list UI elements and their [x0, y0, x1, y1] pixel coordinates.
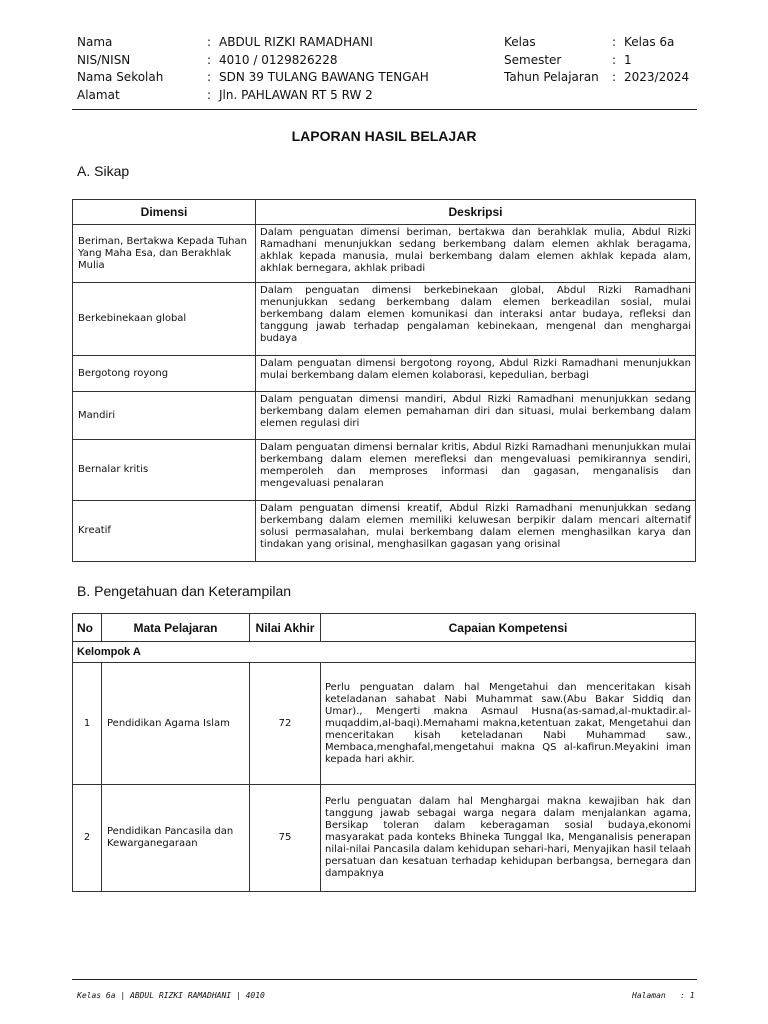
table-row — [73, 392, 696, 440]
info-row-semester — [504, 52, 689, 70]
competency-cell: Perlu penguatan dalam hal Menghargai makna kewajiban hak dan tanggung jawab sebagai warga negara dalam menjalankan agama, Bersikap toleran dalam keberagaman sosial budaya,ekonomi masyarakat pada konteks Bhineka Tunggal Ika, Menganalisis penerapan nilai-nilai Pancasila dalam kehidupan sehari-hari, Menyajikan hasil telaah persatuan dan kesatuan terhadap kehidupan berbangsa, bernegara dan dampaknya — [321, 785, 696, 892]
table-row — [73, 225, 696, 283]
info-row-school — [77, 69, 429, 87]
info-label: Alamat — [77, 87, 120, 102]
info-separator: : — [207, 87, 212, 102]
page-number: Halaman : 1 — [632, 991, 695, 1000]
address: Jln. PAHLAWAN RT 5 RW 2 — [219, 87, 373, 102]
description-cell: Dalam penguatan dimensi beriman, bertakwa dan berahklak mulia, Abdul Rizki Ramadhani menunjukkan sedang berkembang dalam elemen akhlak beragama, akhlak kepada manusia, mulai berkembang dalam elemen akhlak kepada alam, akhlak bernegara, akhlak pribadi — [256, 225, 696, 283]
info-separator: : — [207, 52, 212, 67]
table-row — [73, 440, 696, 501]
report-title: LAPORAN HASIL BELAJAR — [291, 128, 477, 144]
dimension-cell: Beriman, Bertakwa Kepada Tuhan Yang Maha Esa, dan Berakhlak Mulia — [73, 225, 256, 283]
table-row — [73, 283, 696, 356]
description-cell: Dalam penguatan dimensi berkebinekaan global, Abdul Rizki Ramadhani menunjukkan sedang berkembang dalam elemen berkeadilan sosial, mulai berkembang dalam elemen komunikasi dan interaksi antar budaya, refleksi dan tanggung jawab terhadap pengalaman kebinekaan, mengenal dan menghargai budaya — [256, 283, 696, 356]
footer-info: Kelas 6a | ABDUL RIZKI RAMADHANI | 4010 — [77, 991, 265, 1000]
section-a-heading: A. Sikap — [77, 163, 130, 179]
dimension-cell: Mandiri — [73, 392, 256, 440]
class-value: Kelas 6a — [624, 35, 675, 49]
column-header-capaian: Capaian Kompetensi — [321, 614, 696, 642]
table-row — [73, 356, 696, 392]
column-header-deskripsi: Deskripsi — [256, 200, 696, 225]
description-cell: Dalam penguatan dimensi bergotong royong, Abdul Rizki Ramadhani menunjukkan mulai berkembang dalam elemen kolaborasi, kepedulian, berbagi — [256, 356, 696, 392]
column-header-nilai-akhir: Nilai Akhir — [250, 614, 321, 642]
dimension-cell: Bernalar kritis — [73, 440, 256, 501]
table-row — [73, 663, 696, 785]
class-info — [504, 34, 689, 87]
column-header-dimensi: Dimensi — [73, 200, 256, 225]
description-cell: Dalam penguatan dimensi mandiri, Abdul Rizki Ramadhani menunjukkan sedang berkembang dalam elemen pemahaman diri dan situasi, mulai berkembang dalam elemen regulasi diri — [256, 392, 696, 440]
score-cell: 72 — [250, 663, 321, 785]
row-number: 1 — [73, 663, 102, 785]
subject-cell: Pendidikan Agama Islam — [102, 663, 250, 785]
student-info — [77, 34, 429, 104]
table-row — [73, 785, 696, 892]
info-row-address — [77, 87, 429, 105]
info-row-nisn — [77, 52, 429, 70]
section-b-heading: B. Pengetahuan dan Keterampilan — [77, 583, 292, 599]
info-label: Kelas — [504, 35, 536, 49]
description-cell: Dalam penguatan dimensi kreatif, Abdul Rizki Ramadhani menunjukkan sedang berkembang dalam elemen memiliki keluwesan berpikir dalam mencari alternatif solusi permasalahan, mulai berkembang dalam elemen menghasilkan karya dan tindakan yang orisinal, menghasilkan gagasan yang orisinal — [256, 501, 696, 562]
subject-cell: Pendidikan Pancasila dan Kewarganegaraan — [102, 785, 250, 892]
dimension-cell: Bergotong royong — [73, 356, 256, 392]
info-label: NIS/NISN — [77, 52, 131, 67]
column-header-mata-pelajaran: Mata Pelajaran — [102, 614, 250, 642]
school-name: SDN 39 TULANG BAWANG TENGAH — [219, 70, 429, 84]
student-name: ABDUL RIZKI RAMADHANI — [219, 35, 373, 49]
semester-value: 1 — [624, 52, 632, 67]
info-label: Nama — [77, 35, 113, 49]
row-number: 2 — [73, 785, 102, 892]
knowledge-table-header — [73, 614, 696, 642]
info-label: Tahun Pelajaran — [504, 70, 599, 84]
footer-divider — [72, 979, 697, 980]
info-row-year — [504, 69, 689, 87]
table-row — [73, 501, 696, 562]
school-year-value: 2023/2024 — [624, 70, 690, 84]
description-cell: Dalam penguatan dimensi bernalar kritis, Abdul Rizki Ramadhani menunjukkan mulai berkembang dalam elemen merefleksi dan mengevaluasi pemikirannya sendiri, memperoleh dan memproses informasi dan gagasan, menganalisis dan mengevaluasi penalaran — [256, 440, 696, 501]
info-separator: : — [207, 70, 212, 84]
column-header-no: No — [73, 614, 102, 642]
competency-cell: Perlu penguatan dalam hal Mengetahui dan menceritakan kisah keteladanan sahabat Nabi Muhammat saw.(Abu Bakar Siddiq dan Umar)., Mengerti makna Asmaul Husna(as-samad,al-muktadir.al-muqaddim,al-baqi).Memahami makna,ketentuan zakat, Mengetahui dan menceritakan kisah keteladanan Nabi Muhammad saw., Membaca,menghafal,mengetahui makna QS al-kafirun.Meyakini iman kepada hari akhir. — [321, 663, 696, 785]
info-separator: : — [207, 35, 212, 49]
group-row — [73, 642, 696, 663]
student-nisn: 4010 / 0129826228 — [219, 52, 338, 67]
knowledge-table — [72, 613, 696, 892]
group-label: Kelompok A — [73, 642, 696, 663]
info-label: Semester — [504, 52, 562, 67]
info-label: Nama Sekolah — [77, 70, 164, 84]
info-row-kelas — [504, 34, 689, 52]
attitude-table — [72, 199, 696, 562]
info-separator: : — [612, 52, 617, 67]
info-separator: : — [612, 35, 617, 49]
score-cell: 75 — [250, 785, 321, 892]
info-row-nama — [77, 34, 429, 52]
dimension-cell: Kreatif — [73, 501, 256, 562]
header-divider — [72, 109, 697, 110]
info-separator: : — [612, 70, 617, 84]
attitude-table-header — [73, 200, 696, 225]
dimension-cell: Berkebinekaan global — [73, 283, 256, 356]
